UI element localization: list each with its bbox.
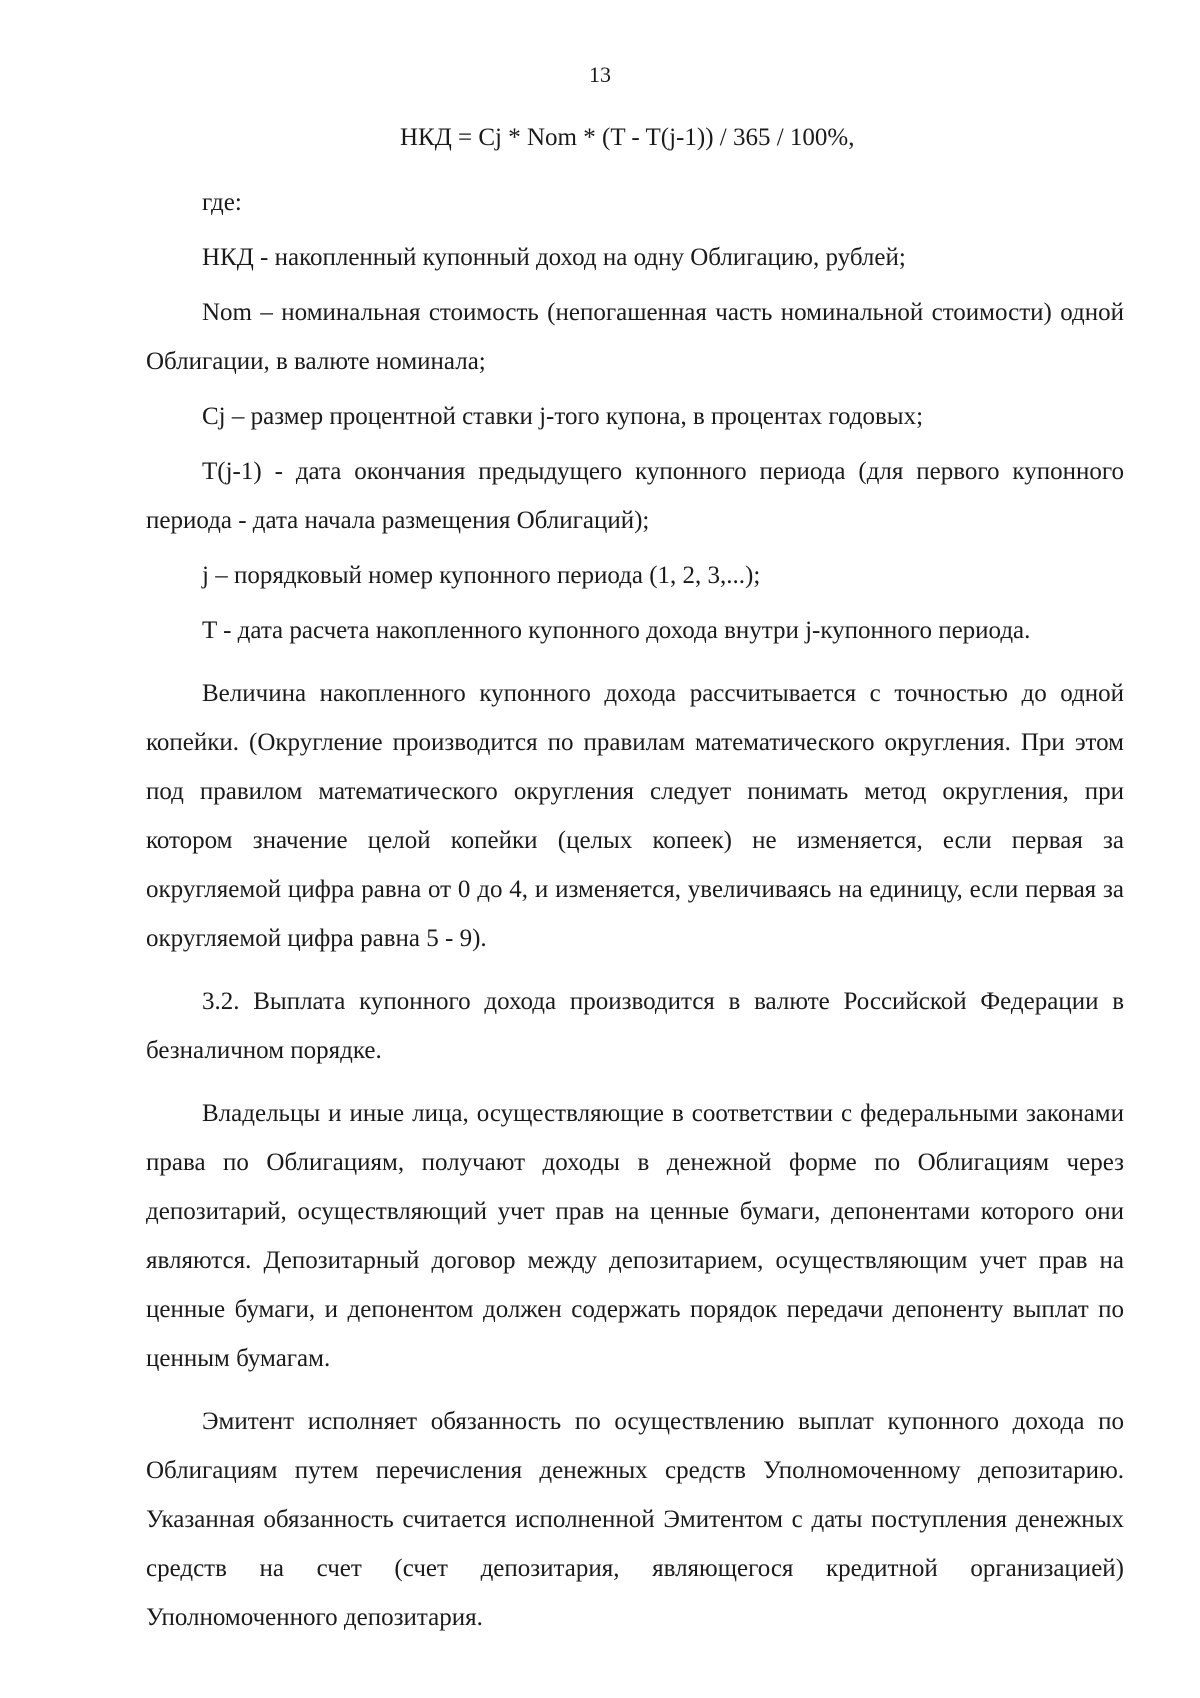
definition-nkd: НКД - накопленный купонный доход на одну Облигацию, рублей; bbox=[202, 244, 906, 271]
definition-tj1: T(j-1) - дата окончания предыдущего купонного периода (для первого купонного периода - дата начала размещения Облигаций); bbox=[146, 458, 1124, 534]
definition-t: T - дата расчета накопленного купонного дохода внутри j-купонного периода. bbox=[202, 617, 1031, 644]
definition-cj: Cj – размер процентной ставки j-того купона, в процентах годовых; bbox=[202, 403, 924, 430]
page-number: 13 bbox=[589, 62, 611, 87]
paragraph-3-2: 3.2. Выплата купонного дохода производится в валюте Российской Федерации в безналичном порядке. bbox=[146, 988, 1124, 1064]
paragraph-issuer-obligation: Эмитент исполняет обязанность по осуществлению выплат купонного дохода по Облигациям путем перечисления денежных средств Уполномоченному депозитарию. Указанная обязанность считается исполненной Эмитентом с даты поступления денежных средств на счет (счет депозитария, являющегося кредитной организацией) Уполномоченного депозитария. bbox=[146, 1408, 1124, 1631]
accrued-interest-formula: НКД = Cj * Nom * (T - T(j-1)) / 365 / 100%, bbox=[400, 124, 855, 151]
document-body bbox=[146, 178, 1124, 1642]
definition-j: j – порядковый номер купонного периода (1, 2, 3,...); bbox=[202, 562, 761, 589]
definition-nom: Nom – номинальная стоимость (непогашенная часть номинальной стоимости) одной Облигации, в валюте номинала; bbox=[146, 299, 1124, 375]
paragraph-rounding: Величина накопленного купонного дохода рассчитывается с точностью до одной копейки. (Округление производится по правилам математического округления. При этом под правилом математического округления следует понимать метод округления, при котором значение целой копейки (целых копеек) не изменяется, если первая за округляемой цифра равна от 0 до 4, и изменяется, увеличиваясь на единицу, если первая за округляемой цифра равна 5 - 9). bbox=[146, 680, 1124, 952]
paragraph-holders: Владельцы и иные лица, осуществляющие в соответствии с федеральными законами права по Облигациям, получают доходы в денежной форме по Облигациям через депозитарий, осуществляющий учет прав на ценные бумаги, депонентами которого они являются. Депозитарный договор между депозитарием, осуществляющим учет прав на ценные бумаги, и депонентом должен содержать порядок передачи депоненту выплат по ценным бумагам. bbox=[146, 1100, 1124, 1372]
where-label: где: bbox=[202, 189, 242, 216]
